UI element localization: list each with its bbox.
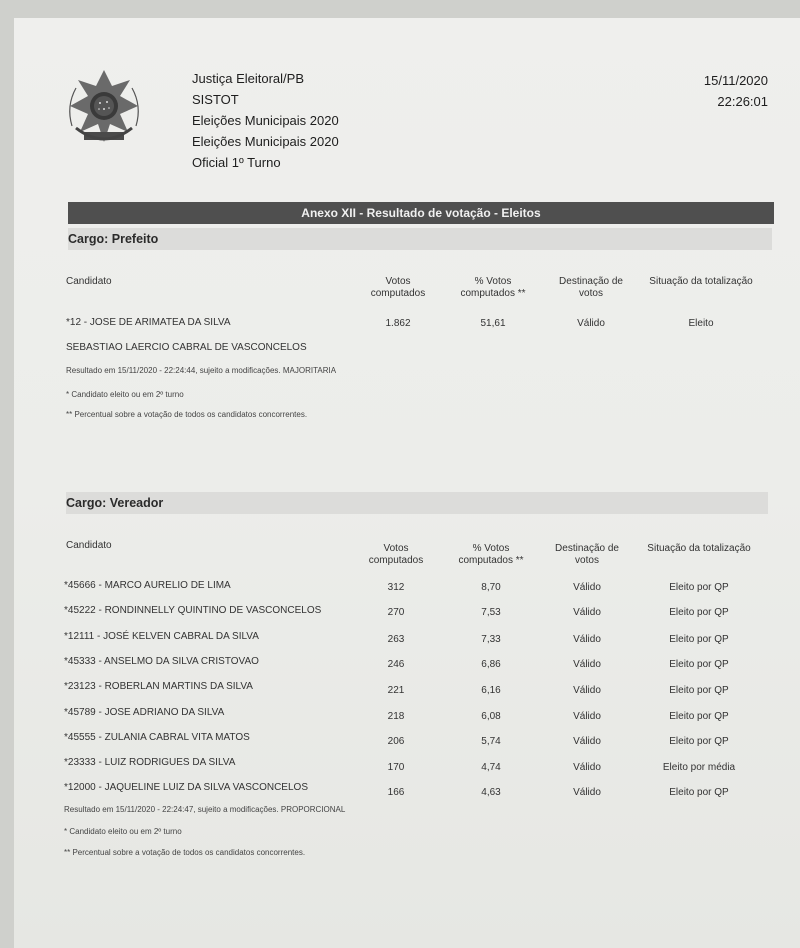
prefeito-row-destinacao: Válido (577, 318, 605, 329)
vereador-row-destinacao: Válido (573, 711, 601, 722)
vereador-resultado-note: Resultado em 15/11/2020 - 22:24:47, sujeito a modificações. PROPORCIONAL (64, 805, 346, 814)
vereador-row-situacao: Eleito por QP (669, 607, 729, 618)
vereador-row-pct: 7,33 (481, 634, 501, 645)
vereador-row-pct: 8,70 (481, 582, 501, 593)
vereador-row-destinacao: Válido (573, 582, 601, 593)
cargo-vereador-bar (66, 492, 768, 514)
vereador-row-destinacao: Válido (573, 787, 601, 798)
vereador-row-situacao: Eleito por QP (669, 685, 729, 696)
cargo-vereador-label: Cargo: Vereador (66, 496, 164, 510)
cargo-prefeito-bar (68, 228, 772, 250)
col-header-candidato: Candidato (66, 276, 112, 287)
header-line: Eleições Municipais 2020 (192, 113, 339, 128)
header-info (192, 68, 339, 173)
vereador-row-pct: 7,53 (481, 607, 501, 618)
vereador-row-candidato: *23333 - LUIZ RODRIGUES DA SILVA (64, 757, 236, 768)
vereador-row-votos: 221 (387, 685, 405, 696)
col-header-destinacao: Destinação de votos (555, 543, 619, 566)
annex-title-bar (68, 202, 774, 224)
header-datetime (704, 70, 768, 112)
col-header-situacao: Situação da totalização (649, 276, 753, 287)
vereador-row-destinacao: Válido (573, 607, 601, 618)
vereador-row-destinacao: Válido (573, 736, 601, 747)
vereador-row-votos: 270 (387, 607, 405, 618)
vereador-row-candidato: *45222 - RONDINNELLY QUINTINO DE VASCONCELOS (64, 605, 322, 616)
col-header-situacao: Situação da totalização (647, 543, 751, 554)
vereador-row-votos: 206 (387, 736, 405, 747)
prefeito-row-candidato: *12 - JOSE DE ARIMATEA DA SILVA (66, 317, 231, 328)
vereador-footnote-2: ** Percentual sobre a votação de todos os candidatos concorrentes. (64, 848, 306, 857)
header-line: Justiça Eleitoral/PB (192, 71, 304, 86)
vereador-row-destinacao: Válido (573, 685, 601, 696)
col-header-pct: % Votos computados ** (458, 543, 524, 566)
vereador-row-candidato: *12000 - JAQUELINE LUIZ DA SILVA VASCONCELOS (64, 782, 308, 793)
vereador-row-votos: 170 (387, 762, 405, 773)
vereador-row-pct: 4,63 (481, 787, 501, 798)
vereador-row-votos: 166 (387, 787, 405, 798)
vereador-row-candidato: *23123 - ROBERLAN MARTINS DA SILVA (64, 681, 253, 692)
vice-prefeito: SEBASTIAO LAERCIO CABRAL DE VASCONCELOS (66, 342, 307, 353)
cargo-prefeito-label: Cargo: Prefeito (68, 232, 159, 246)
vereador-row-votos: 312 (387, 582, 405, 593)
col-header-pct: % Votos computados ** (460, 276, 526, 299)
col-header-votos: Votos computados (370, 276, 426, 299)
vereador-row-pct: 5,74 (481, 736, 501, 747)
vereador-row-candidato: *45333 - ANSELMO DA SILVA CRISTOVAO (64, 656, 259, 667)
prefeito-footnote-1: * Candidato eleito ou em 2º turno (66, 390, 184, 399)
header-line: Eleições Municipais 2020 (192, 134, 339, 149)
prefeito-row-votos: 1.862 (385, 318, 411, 329)
vereador-row-votos: 263 (387, 634, 405, 645)
vereador-row-destinacao: Válido (573, 659, 601, 670)
prefeito-row-pct: 51,61 (480, 318, 506, 329)
vereador-row-pct: 6,16 (481, 685, 501, 696)
vereador-row-candidato: *45666 - MARCO AURELIO DE LIMA (64, 580, 231, 591)
vereador-row-pct: 6,86 (481, 659, 501, 670)
vereador-row-pct: 4,74 (481, 762, 501, 773)
header-line: SISTOT (192, 92, 239, 107)
prefeito-resultado-note: Resultado em 15/11/2020 - 22:24:44, sujeito a modificações. MAJORITARIA (66, 366, 337, 375)
vereador-row-candidato: *45555 - ZULANIA CABRAL VITA MATOS (64, 732, 250, 743)
vereador-row-destinacao: Válido (573, 762, 601, 773)
header-time: 22:26:01 (717, 94, 768, 109)
vereador-row-candidato: *12111 - JOSÉ KELVEN CABRAL DA SILVA (64, 631, 259, 642)
col-header-destinacao: Destinação de votos (559, 276, 623, 299)
col-header-votos: Votos computados (368, 543, 424, 566)
annex-title: Anexo XII - Resultado de votação - Eleitos (301, 206, 541, 220)
vereador-row-votos: 246 (387, 659, 405, 670)
vereador-row-destinacao: Válido (573, 634, 601, 645)
vereador-footnote-1: * Candidato eleito ou em 2º turno (64, 827, 182, 836)
vereador-row-situacao: Eleito por média (662, 762, 736, 773)
col-header-candidato: Candidato (66, 540, 112, 551)
prefeito-footnote-2: ** Percentual sobre a votação de todos os candidatos concorrentes. (66, 410, 308, 419)
brazil-coat-of-arms-icon (62, 66, 146, 152)
vereador-row-pct: 6,08 (481, 711, 501, 722)
vereador-row-situacao: Eleito por QP (669, 736, 729, 747)
vereador-row-candidato: *45789 - JOSE ADRIANO DA SILVA (64, 707, 225, 718)
vereador-row-situacao: Eleito por QP (669, 659, 729, 670)
vereador-row-situacao: Eleito por QP (669, 582, 729, 593)
header-line: Oficial 1º Turno (192, 155, 281, 170)
vereador-row-situacao: Eleito por QP (669, 634, 729, 645)
vereador-row-votos: 218 (387, 711, 405, 722)
vereador-row-situacao: Eleito por QP (669, 711, 729, 722)
header-date: 15/11/2020 (703, 73, 768, 88)
vereador-row-situacao: Eleito por QP (669, 787, 729, 798)
prefeito-row-situacao: Eleito (688, 318, 714, 329)
